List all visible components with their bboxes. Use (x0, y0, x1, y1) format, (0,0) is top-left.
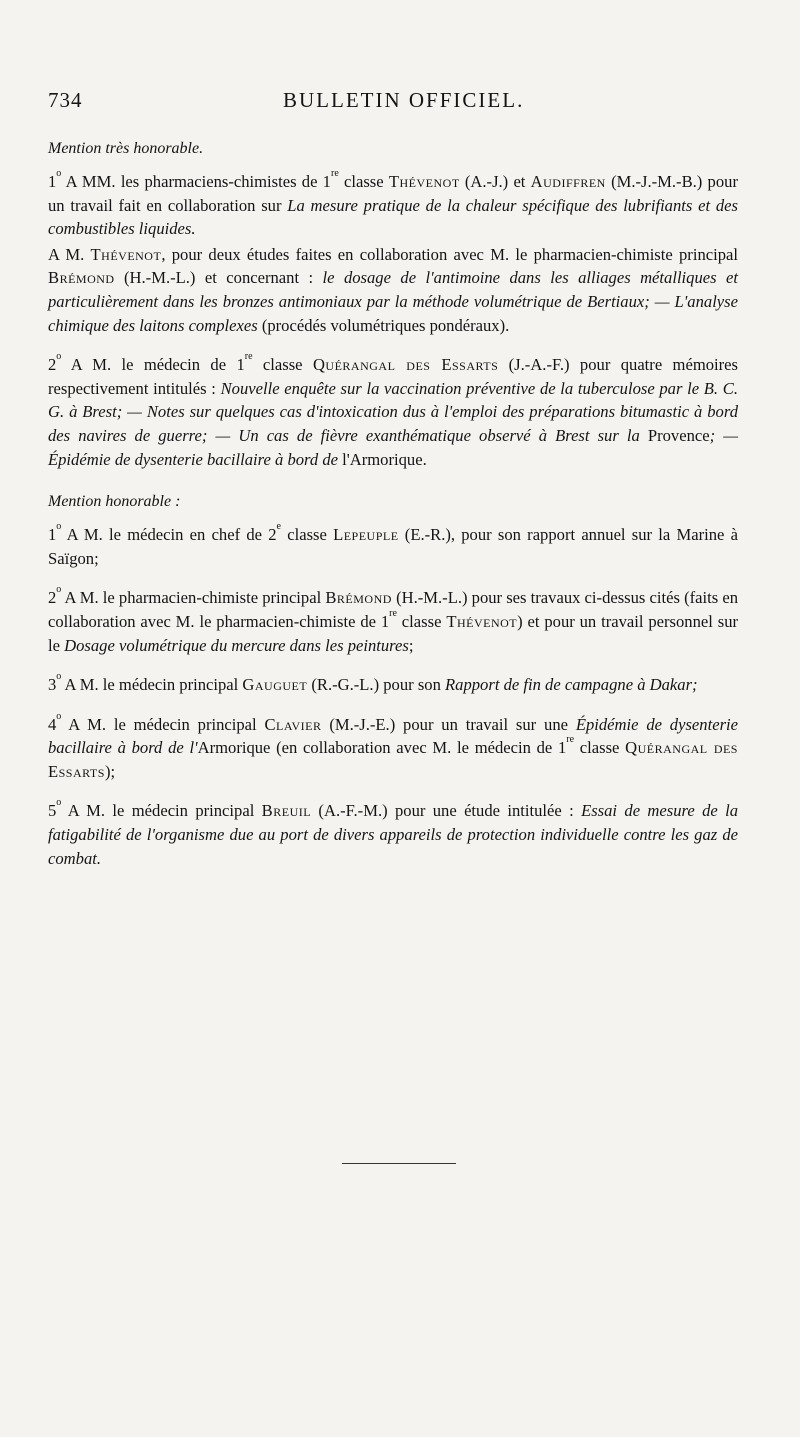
text-run: A M. le médecin en chef de 2 (61, 525, 277, 545)
entry-number: 2 (48, 588, 57, 608)
page-header (48, 84, 738, 124)
person-name: Brémond (325, 588, 392, 608)
text-run: (H.-M.-L.) et concernant : (114, 268, 323, 288)
document-body (48, 140, 738, 870)
title-text: Essai de mesure de la fatigabilité de l'organisme due au port de divers appareils de protection individuelle contre les gaz de combat. (48, 801, 739, 868)
closing-rule (342, 1163, 456, 1164)
entry-paragraph (48, 710, 738, 784)
entry-number: 4 (48, 714, 57, 734)
text-run: (M.-J.-M.-B.) pour un travail fait en collaboration sur (48, 172, 738, 215)
person-name: Quérangal des Essarts (312, 355, 499, 375)
entry-number-superscript: o (56, 521, 62, 533)
document-page (48, 84, 738, 886)
title-text: La mesure pratique de la chaleur spécifique des lubrifiants et des combustibles liquides. (48, 195, 739, 239)
entry-paragraph (48, 673, 738, 697)
text-run: Provence (647, 425, 710, 445)
entry-paragraph (48, 523, 738, 570)
text-run: (H.-M.-L.) pour ses travaux ci-dessus cités (faits en collaboration avec M. le pharmacien-chimiste de 1 (48, 588, 739, 631)
text-run: (R.-G.-L.) pour son (307, 675, 446, 695)
entry-paragraph (48, 799, 738, 870)
title-text: Rapport de fin de campagne à Dakar; (445, 675, 698, 695)
text-run: A M. le médecin principal (61, 801, 262, 821)
entry-paragraph (48, 353, 738, 471)
text-run: re (244, 351, 253, 363)
text-run: , pour deux études faites en collaboration avec M. le pharmacien-chimiste principal (161, 244, 738, 264)
text-run: re (330, 168, 339, 179)
section-heading: Mention honorable : (48, 493, 181, 511)
text-run: (M.-J.-E.) pour un travail sur une (321, 714, 576, 734)
section-heading: Mention très honorable. (48, 140, 204, 157)
person-name: Thévenot (446, 611, 518, 631)
text-run: Armorique (en collaboration avec M. le médecin de 1 (197, 738, 567, 758)
text-run: (procédés volumétriques pondéraux). (257, 315, 510, 335)
person-name: Gauguet (242, 675, 308, 695)
entry-paragraph (48, 586, 738, 657)
text-run: l'Armorique. (342, 449, 427, 469)
text-run: ; (408, 635, 414, 655)
text-run: classe (281, 525, 334, 545)
running-title: BULLETIN OFFICIEL. (283, 88, 525, 112)
text-run: ); (104, 761, 116, 781)
person-name: Lepeuple (333, 525, 399, 545)
text-run: A M. (48, 244, 91, 264)
entry-number-superscript: o (56, 797, 62, 809)
text-run: A M. le médecin de 1 (61, 355, 245, 375)
entry-number: 1 (48, 525, 57, 545)
text-run: re (389, 607, 397, 619)
person-name: Clavier (264, 714, 322, 734)
page-number: 734 (48, 88, 83, 112)
title-text: Dosage volumétrique du mercure dans les peintures (64, 635, 409, 655)
text-run: re (566, 734, 575, 746)
person-name: Breuil (261, 801, 312, 821)
title-text: Épidémie de dysenterie bacillaire à bord de l' (48, 714, 738, 758)
text-run: (A.-J.) et (459, 172, 531, 191)
entry-number-superscript: o (56, 351, 62, 363)
text-run: classe (574, 738, 626, 758)
text-run: e (276, 521, 281, 533)
entry-number: 5 (48, 801, 57, 821)
entry-number: 3 (48, 675, 57, 695)
person-name: Quérangal des Essarts (48, 738, 738, 781)
text-run: classe (252, 355, 313, 375)
title-text: Nouvelle enquête sur la vaccination préventive de la tuberculose par le B. C. G. à Brest; — Notes sur quelques cas d'intoxication dus à l'emploi des préparations bitumastic à bord des navires de guerre; — Un cas de fièvre exanthématique observé à Brest sur la (48, 378, 738, 445)
entry-paragraph (48, 170, 738, 241)
text-run: A M. le médecin principal (61, 714, 265, 734)
text-run: (A.-F.-M.) pour une étude intitulée : (311, 801, 582, 821)
entry-number: 2 (48, 355, 57, 375)
text-run: classe (338, 172, 389, 191)
entry-paragraph (48, 243, 738, 337)
person-name: Thévenot (388, 172, 460, 191)
person-name: Audiffren (530, 172, 606, 191)
title-text: le dosage de l'antimoine dans les alliages métalliques et particulièrement dans les bronzes antimoniaux par la méthode volumétrique de Bertiaux; — L'analyse chimique des laitons complexes (48, 268, 738, 335)
entry-number-superscript: o (56, 710, 62, 722)
text-run: classe (396, 611, 447, 631)
person-name: Thévenot (90, 244, 162, 264)
entry-number: 1 (48, 172, 57, 191)
text-run: A M. le pharmacien-chimiste principal (61, 588, 326, 608)
entry-number-superscript: o (56, 584, 62, 596)
entry-number-superscript: o (56, 671, 62, 683)
text-run: (E.-R.), pour son rapport annuel sur la Marine à Saïgon; (48, 525, 738, 568)
person-name: Brémond (48, 268, 115, 288)
text-run: A MM. les pharmaciens-chimistes de 1 (61, 172, 331, 191)
text-run: A M. le médecin principal (61, 675, 243, 695)
text-run: (J.-A.-F.) pour quatre mémoires respectivement intitulés : (48, 355, 738, 398)
title-text: ; — Épidémie de dysenterie bacillaire à bord de (48, 425, 738, 469)
text-run: ) et pour un travail personnel sur le (48, 611, 739, 655)
entry-number-superscript: o (56, 168, 62, 179)
